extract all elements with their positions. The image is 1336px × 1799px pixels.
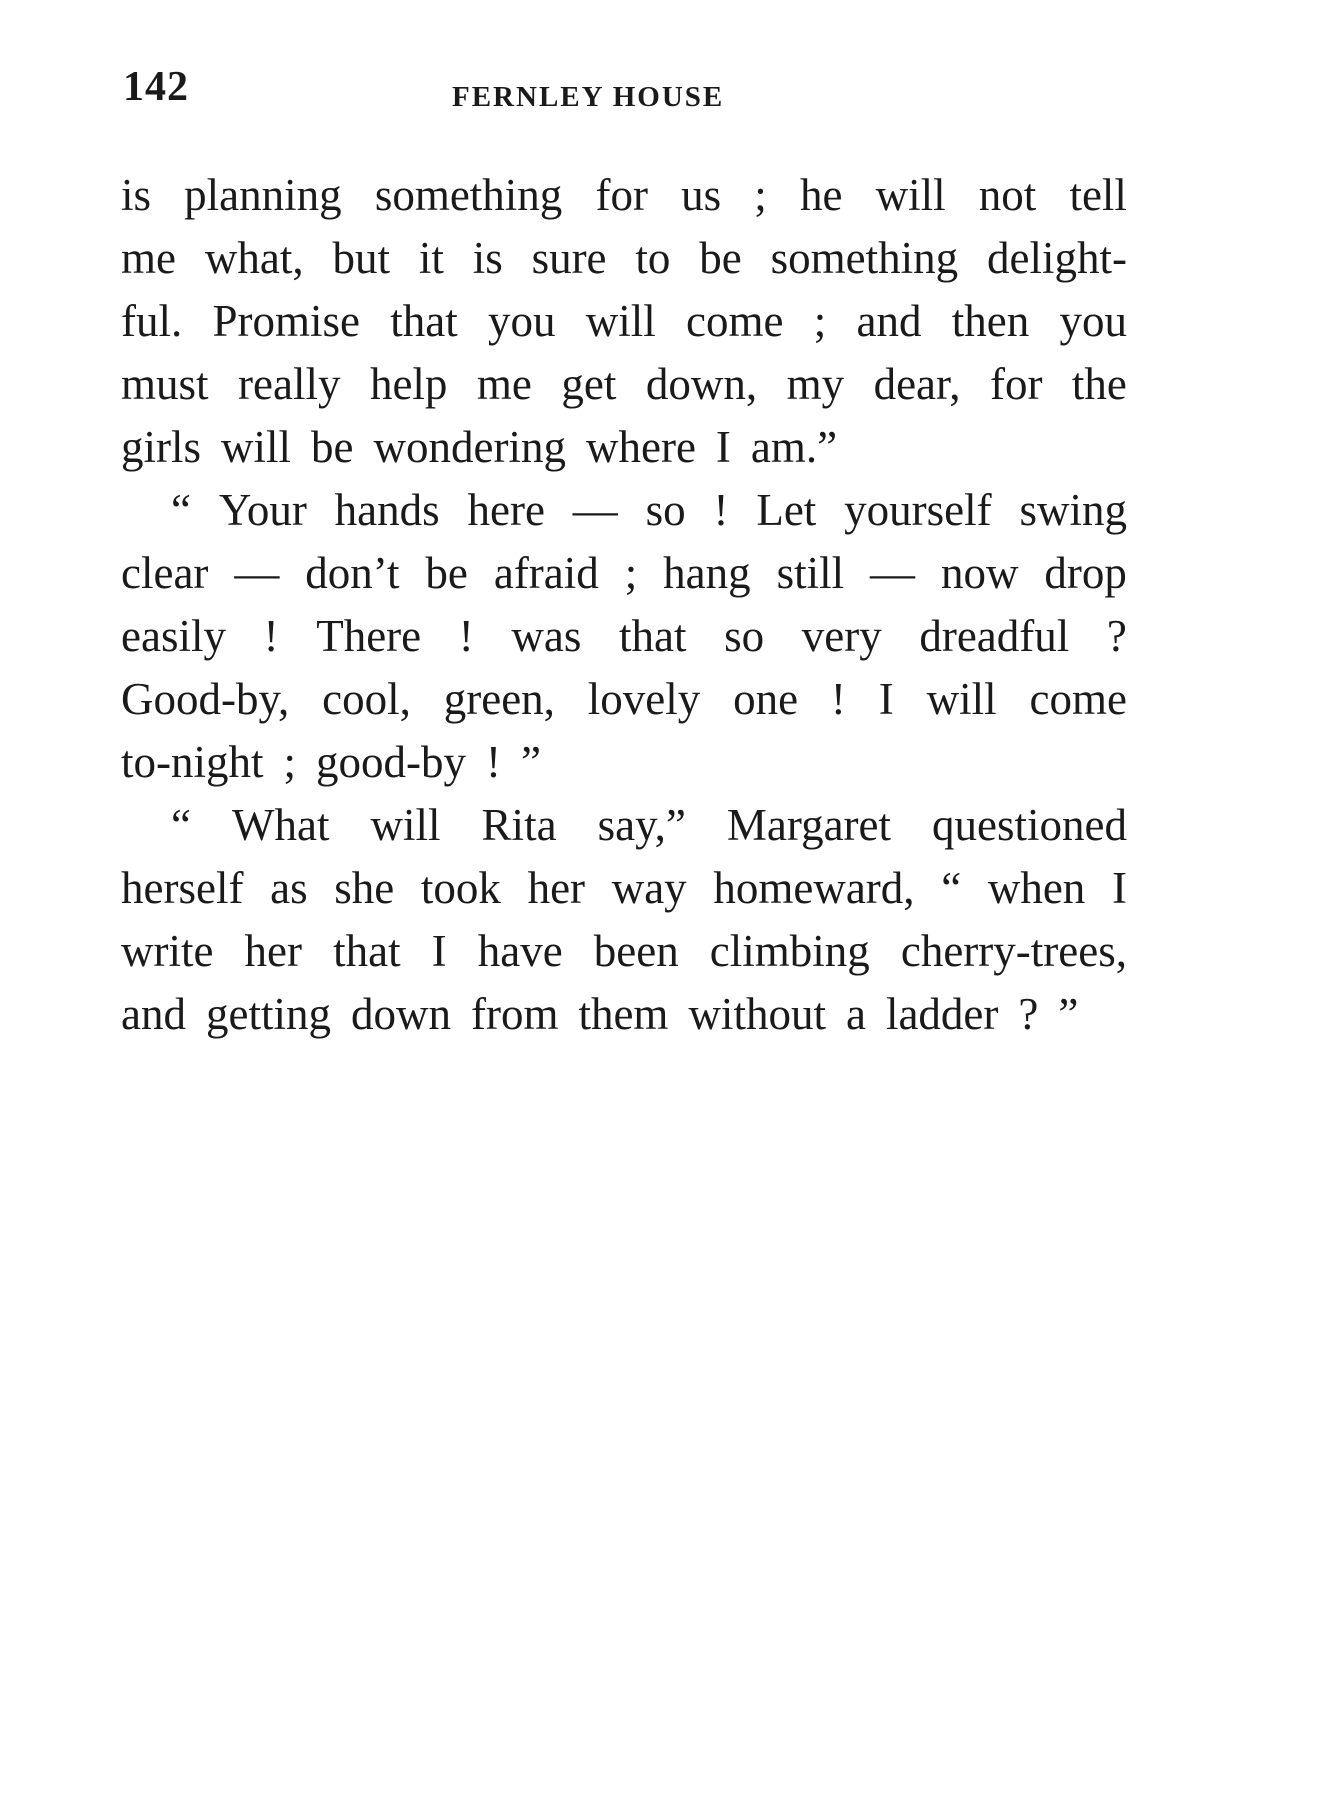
word: and — [856, 296, 922, 346]
word: Promise — [212, 296, 361, 346]
word: get — [561, 359, 617, 409]
word: been — [593, 926, 679, 976]
word: will — [585, 296, 656, 346]
word: ? — [1018, 989, 1039, 1039]
word: There — [316, 611, 422, 661]
word: I — [715, 422, 731, 472]
word: me — [476, 359, 532, 409]
word: What — [232, 800, 330, 850]
word: Good-by, — [121, 674, 290, 724]
text-line — [121, 290, 1127, 353]
word: must — [121, 359, 209, 409]
word: ! — [458, 611, 474, 661]
word: dear, — [873, 359, 961, 409]
running-head: FERNLEY HOUSE — [452, 81, 725, 113]
word: will — [370, 800, 441, 850]
word: from — [470, 989, 559, 1039]
word: say,” — [597, 800, 686, 850]
word: ; — [283, 737, 297, 787]
word: swing — [1019, 485, 1127, 535]
word: be — [699, 233, 742, 283]
word: — — [572, 485, 618, 535]
text-line — [121, 542, 1127, 605]
word: ! — [486, 737, 502, 787]
text-line — [121, 668, 1127, 731]
word: she — [334, 863, 395, 913]
word: my — [786, 359, 845, 409]
word: here — [467, 485, 545, 535]
word: have — [477, 926, 563, 976]
word: help — [369, 359, 448, 409]
word: “ — [171, 485, 191, 535]
word: was — [511, 611, 582, 661]
word: what, — [204, 233, 304, 283]
word: and — [121, 989, 186, 1039]
word: I — [1111, 863, 1127, 913]
text-line — [121, 731, 1127, 794]
text-line — [121, 479, 1127, 542]
word: he — [799, 170, 843, 220]
word: that — [390, 296, 458, 346]
word: not — [978, 170, 1037, 220]
text-line — [121, 416, 1127, 479]
word: it — [418, 233, 444, 283]
word: to — [635, 233, 671, 283]
word: will — [221, 422, 292, 472]
word: without — [688, 989, 826, 1039]
word: — — [234, 548, 280, 598]
word: drop — [1044, 548, 1127, 598]
word: now — [940, 548, 1019, 598]
word: took — [420, 863, 501, 913]
word: me — [121, 233, 176, 283]
word: is — [472, 233, 503, 283]
word: dreadful — [919, 611, 1070, 661]
page-number: 142 — [123, 64, 189, 110]
word: ; — [624, 548, 638, 598]
word: really — [238, 359, 341, 409]
word: I — [878, 674, 894, 724]
word: Let — [756, 485, 817, 535]
word: but — [332, 233, 390, 283]
word: then — [951, 296, 1030, 346]
word: climbing — [709, 926, 870, 976]
word: that — [619, 611, 687, 661]
word: will — [875, 170, 946, 220]
text-line — [121, 353, 1127, 416]
word: be — [311, 422, 354, 472]
word: hands — [334, 485, 440, 535]
word: cherry-trees, — [900, 926, 1127, 976]
word: ” — [521, 737, 541, 787]
word: you — [488, 296, 556, 346]
word: will — [926, 674, 997, 724]
word: us — [681, 170, 722, 220]
text-line — [121, 164, 1127, 227]
word: girls — [121, 422, 202, 472]
word: the — [1071, 359, 1127, 409]
word: be — [425, 548, 468, 598]
word: ! — [713, 485, 729, 535]
word: something — [374, 170, 563, 220]
word: way — [611, 863, 687, 913]
word: — — [870, 548, 916, 598]
word: herself — [121, 863, 244, 913]
word: her — [527, 863, 586, 913]
word: still — [776, 548, 845, 598]
word: something — [770, 233, 959, 283]
text-line — [121, 794, 1127, 857]
word: a — [845, 989, 866, 1039]
word: I — [431, 926, 447, 976]
word: that — [333, 926, 401, 976]
word: ? — [1106, 611, 1127, 661]
word: so — [645, 485, 686, 535]
word: wondering — [373, 422, 566, 472]
word: them — [578, 989, 669, 1039]
text-line — [121, 227, 1127, 290]
word: questioned — [932, 800, 1127, 850]
body-text — [121, 164, 1127, 1046]
word: write — [121, 926, 214, 976]
word: lovely — [587, 674, 701, 724]
word: ladder — [885, 989, 999, 1039]
word: come — [686, 296, 784, 346]
word: delight- — [986, 233, 1127, 283]
word: very — [801, 611, 882, 661]
word: green, — [443, 674, 555, 724]
word: for — [989, 359, 1043, 409]
word: down, — [645, 359, 758, 409]
word: yourself — [844, 485, 992, 535]
word: Your — [218, 485, 307, 535]
word: clear — [121, 548, 209, 598]
word: come — [1029, 674, 1127, 724]
word: don’t — [305, 548, 400, 598]
word: to-night — [121, 737, 264, 787]
word: ; — [813, 296, 827, 346]
word: good-by — [316, 737, 467, 787]
word: where — [585, 422, 696, 472]
word: is — [121, 170, 152, 220]
word: ; — [754, 170, 767, 220]
text-line — [121, 857, 1127, 920]
word: you — [1059, 296, 1127, 346]
word: ” — [1058, 989, 1079, 1039]
word: homeward, — [713, 863, 915, 913]
text-line — [121, 920, 1127, 983]
word: ! — [263, 611, 279, 661]
word: one — [733, 674, 799, 724]
word: so — [724, 611, 765, 661]
word: ful. — [121, 296, 183, 346]
word: for — [595, 170, 648, 220]
text-line — [121, 983, 1127, 1046]
word: Rita — [481, 800, 557, 850]
word: am.” — [750, 422, 838, 472]
text-line — [121, 605, 1127, 668]
word: down — [350, 989, 451, 1039]
word: easily — [121, 611, 226, 661]
word: Margaret — [726, 800, 891, 850]
word: planning — [184, 170, 342, 220]
word: ! — [830, 674, 846, 724]
word: cool, — [322, 674, 411, 724]
word: sure — [531, 233, 607, 283]
word: her — [244, 926, 303, 976]
word: as — [270, 863, 308, 913]
word: “ — [171, 800, 191, 850]
word: afraid — [493, 548, 599, 598]
word: “ — [941, 863, 962, 913]
word: hang — [663, 548, 751, 598]
word: when — [987, 863, 1086, 913]
word: getting — [205, 989, 331, 1039]
word: tell — [1069, 170, 1127, 220]
